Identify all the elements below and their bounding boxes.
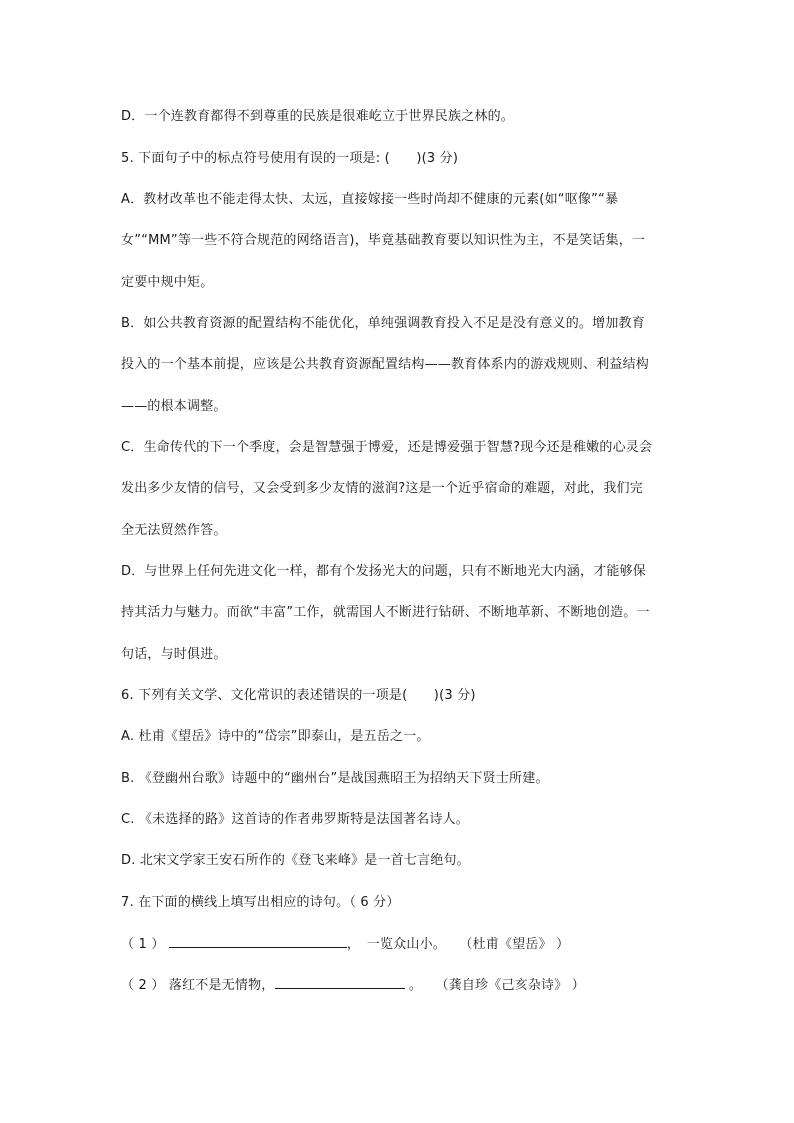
- question-5-stem: 5. 下面句子中的标点符号使用有误的一项是: ( )(3 分): [121, 151, 459, 166]
- question-5-option-b-line-2: 投入的一个基本前提，应该是公共教育资源配置结构——教育体系内的游戏规则、利益结构: [121, 357, 650, 372]
- question-7-stem: 7. 在下面的横线上填写出相应的诗句。（ 6 分）: [121, 895, 400, 910]
- fill-item-2-blank[interactable]: [275, 976, 405, 989]
- fill-item-2-text: 落红不是无情物，: [168, 978, 275, 993]
- fill-item-1-source: （杜甫《望岳》 ）: [465, 937, 570, 952]
- question-5-option-a-line-3: 定要中规中矩。: [121, 275, 214, 290]
- fill-item-1: [121, 935, 569, 954]
- question-5-option-d-line-1: D．与世界上任何先进文化一样，都有个发扬光大的问题，只有不断地光大内涵，才能够保: [121, 564, 647, 579]
- question-5-option-c-line-2: 发出多少友情的信号，又会受到多少友情的滋润?这是一个近乎宿命的难题，对此，我们完: [121, 481, 643, 496]
- fill-item-2: [121, 976, 585, 995]
- fill-item-2-period: 。: [404, 978, 416, 993]
- fill-item-1-text: ， 一览众山小。: [346, 937, 440, 952]
- fill-item-2-number: （ 2 ）: [121, 978, 165, 993]
- fill-item-1-blank[interactable]: [169, 935, 347, 948]
- question-5-option-a-line-2: 女”“MM”等一些不符合规范的网络语言)，毕竟基础教育要以知识性为主，不是笑话集，一: [121, 233, 646, 248]
- question-5-option-a-line-1: A．教材改革也不能走得太快、太远，直接嫁接一些时尚却不健康的元素(如“呕像”“暴: [121, 192, 619, 207]
- fill-item-1-number: （ 1 ）: [121, 937, 165, 952]
- question-6-option-d: D. 北宋文学家王安石所作的《登飞来峰》是一首七言绝句。: [121, 853, 470, 868]
- question-5-option-c-line-3: 全无法贸然作答。: [121, 523, 227, 538]
- question-5-option-c-line-1: C．生命传代的下一个季度，会是智慧强于博爱，还是博爱强于智慧?现今还是稚嫩的心灵会: [121, 440, 653, 455]
- question-5-option-d-line-3: 句话，与时俱进。: [121, 647, 227, 662]
- fill-item-2-source: （龚自珍《己亥杂诗》 ）: [441, 978, 585, 993]
- question-6-option-a: A. 杜甫《望岳》诗中的“岱宗”即泰山，是五岳之一。: [121, 729, 430, 744]
- question-5-option-b-line-1: B．如公共教育资源的配置结构不能优化，单纯强调教育投入不足是没有意义的。增加教育: [121, 316, 645, 331]
- question-6-option-c: C. 《未选择的路》这首诗的作者弗罗斯特是法国著名诗人。: [121, 812, 469, 827]
- question-4-option-d: D．一个连教育都得不到尊重的民族是很难屹立于世界民族之林的。: [121, 109, 515, 124]
- question-5-option-b-line-3: ——的根本调整。: [121, 399, 227, 414]
- question-6-option-b: B. 《登幽州台歌》诗题中的“幽州台”是战国燕昭王为招纳天下贤士所建。: [121, 771, 549, 786]
- question-5-option-d-line-2: 持其活力与魅力。而欲“丰富”工作，就需国人不断进行钻研、不断地革新、不断地创造。一: [121, 605, 650, 620]
- question-6-stem: 6. 下列有关文学、文化常识的表述错误的一项是( )(3 分): [121, 688, 476, 703]
